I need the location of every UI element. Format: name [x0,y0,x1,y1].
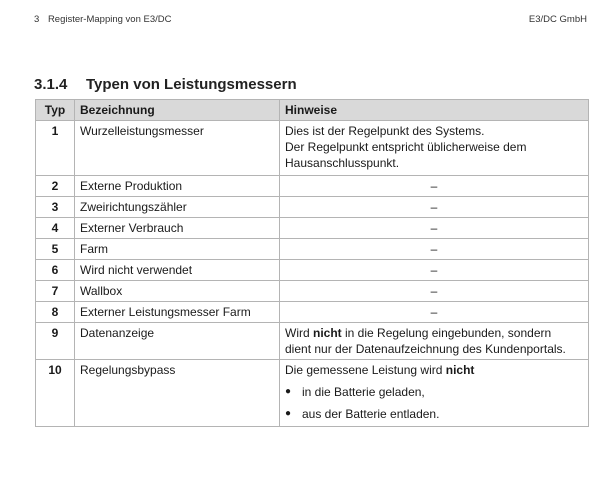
cell-name: Wird nicht verwendet [75,260,280,281]
table-row [36,176,589,197]
hint-line: Der Regelpunkt entspricht üblicherweise dem [285,140,527,154]
hint-line: dient nur der Datenaufzeichnung des Kundenportals. [285,342,566,356]
cell-hint: – [280,302,589,323]
column-header-bezeichnung: Bezeichnung [75,100,280,121]
cell-typ: 3 [36,197,75,218]
cell-typ: 6 [36,260,75,281]
hint-line [285,325,583,341]
bullet-icon: ● [285,386,292,397]
page-number: 3 [34,14,40,25]
hint-text: in die Regelung eingebunden, sondern [341,326,552,340]
cell-hint: – [280,281,589,302]
cell-hint [280,360,589,427]
column-header-typ: Typ [36,100,75,121]
hint-line [285,362,583,378]
table-row [36,260,589,281]
cell-typ: 5 [36,239,75,260]
table-row [36,302,589,323]
cell-typ: 8 [36,302,75,323]
page-header [34,14,587,25]
cell-name: Externer Verbrauch [75,218,280,239]
meter-types-table [35,99,589,427]
bullet-icon: ● [285,408,292,419]
table-row [36,218,589,239]
cell-hint: – [280,197,589,218]
cell-name: Datenanzeige [75,323,280,360]
hint-line: Hausanschlusspunkt. [285,156,400,170]
cell-hint: – [280,176,589,197]
cell-name: Wallbox [75,281,280,302]
cell-hint [280,121,589,176]
cell-name: Externe Produktion [75,176,280,197]
cell-name: Wurzelleistungsmesser [75,121,280,176]
cell-hint [280,323,589,360]
hint-emphasis: nicht [313,326,342,340]
cell-name: Regelungsbypass [75,360,280,427]
table-row [36,323,589,360]
hint-text: Wird [285,326,313,340]
column-header-hinweise: Hinweise [280,100,589,121]
bullet-text: aus der Batterie entladen. [302,407,440,421]
cell-hint: – [280,239,589,260]
hint-line: Dies ist der Regelpunkt des Systems. [285,124,485,138]
bullet-text: in die Batterie geladen, [302,385,425,399]
cell-hint: – [280,218,589,239]
table-row [36,281,589,302]
cell-hint: – [280,260,589,281]
bullet-item [285,384,583,400]
cell-typ: 4 [36,218,75,239]
cell-name: Zweirichtungszähler [75,197,280,218]
table-header-row [36,100,589,121]
hint-emphasis: nicht [445,363,475,377]
bullet-item [285,406,583,422]
hint-text: Die gemessene Leistung wird [285,363,446,377]
cell-name: Externer Leistungsmesser Farm [75,302,280,323]
table-row [36,239,589,260]
section-title: Typen von Leistungsmessern [86,76,297,93]
cell-typ: 9 [36,323,75,360]
cell-typ: 7 [36,281,75,302]
company-name: E3/DC GmbH [528,14,587,25]
chapter-title: Register-Mapping von E3/DC [47,14,172,25]
header-left [34,14,178,25]
section-heading [34,76,297,93]
table-row [36,360,589,427]
section-number: 3.1.4 [34,76,68,93]
table-row [36,197,589,218]
cell-typ: 2 [36,176,75,197]
cell-typ: 10 [36,360,75,427]
cell-typ: 1 [36,121,75,176]
cell-name: Farm [75,239,280,260]
table-row [36,121,589,176]
